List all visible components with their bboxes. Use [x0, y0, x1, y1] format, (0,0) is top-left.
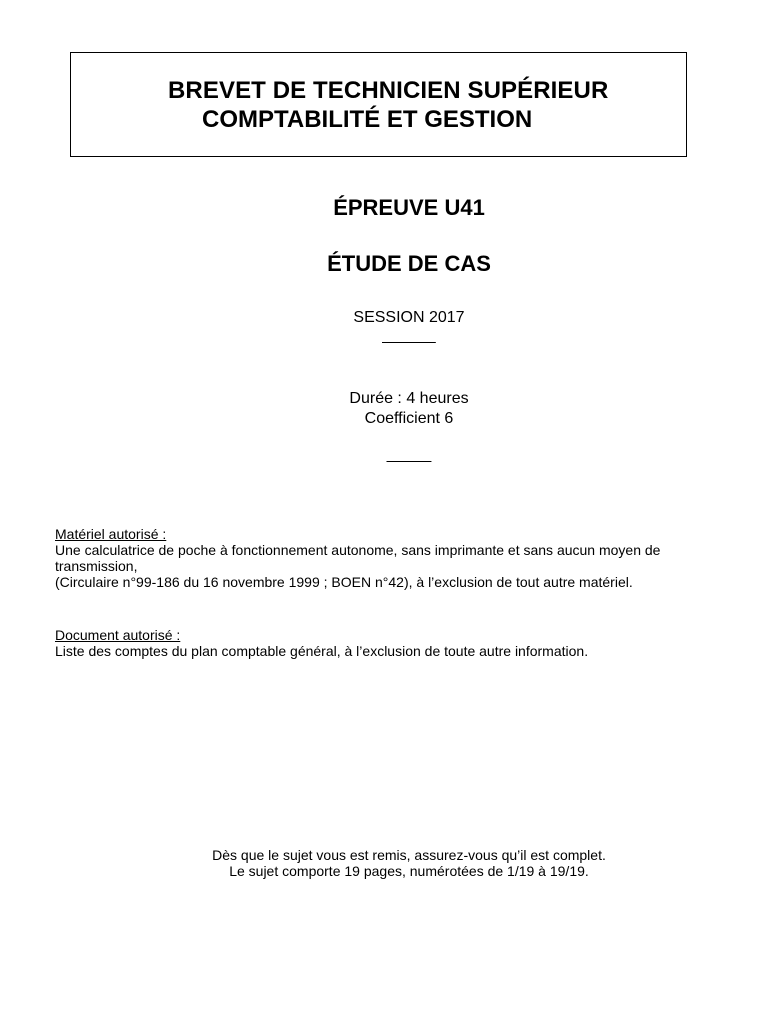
exam-duration: Durée : 4 heures: [349, 390, 469, 407]
diploma-title: BREVET DE TECHNICIEN SUPÉRIEUR: [168, 77, 609, 104]
authorized-equipment-text: transmission,: [55, 558, 138, 574]
authorized-equipment-text: (Circulaire n°99-186 du 16 novembre 1999 ; BOEN n°42), à l’exclusion de tout autre matériel.: [55, 574, 633, 590]
authorized-equipment-heading: Matériel autorisé :: [55, 526, 167, 542]
separator-line: _____: [386, 446, 432, 463]
page-count-notice: Le sujet comporte 19 pages, numérotées de 1/19 à 19/19.: [229, 863, 589, 879]
exam-type: ÉTUDE DE CAS: [327, 251, 491, 276]
title-box: [70, 52, 687, 157]
exam-code: ÉPREUVE U41: [333, 195, 485, 220]
exam-coefficient: Coefficient 6: [364, 410, 454, 427]
session-year: SESSION 2017: [353, 309, 465, 326]
completeness-notice: Dès que le sujet vous est remis, assurez-vous qu’il est complet.: [212, 847, 606, 863]
authorized-document-text: Liste des comptes du plan comptable général, à l’exclusion de toute autre information.: [55, 643, 589, 659]
authorized-equipment-text: Une calculatrice de poche à fonctionnement autonome, sans imprimante et sans aucun moyen de: [55, 542, 661, 558]
specialty-title: COMPTABILITÉ ET GESTION: [202, 106, 533, 133]
authorized-document-heading: Document autorisé :: [55, 627, 181, 643]
authorized-document-section: [55, 627, 745, 659]
separator-line: ______: [382, 327, 436, 344]
authorized-equipment-section: [55, 526, 745, 590]
